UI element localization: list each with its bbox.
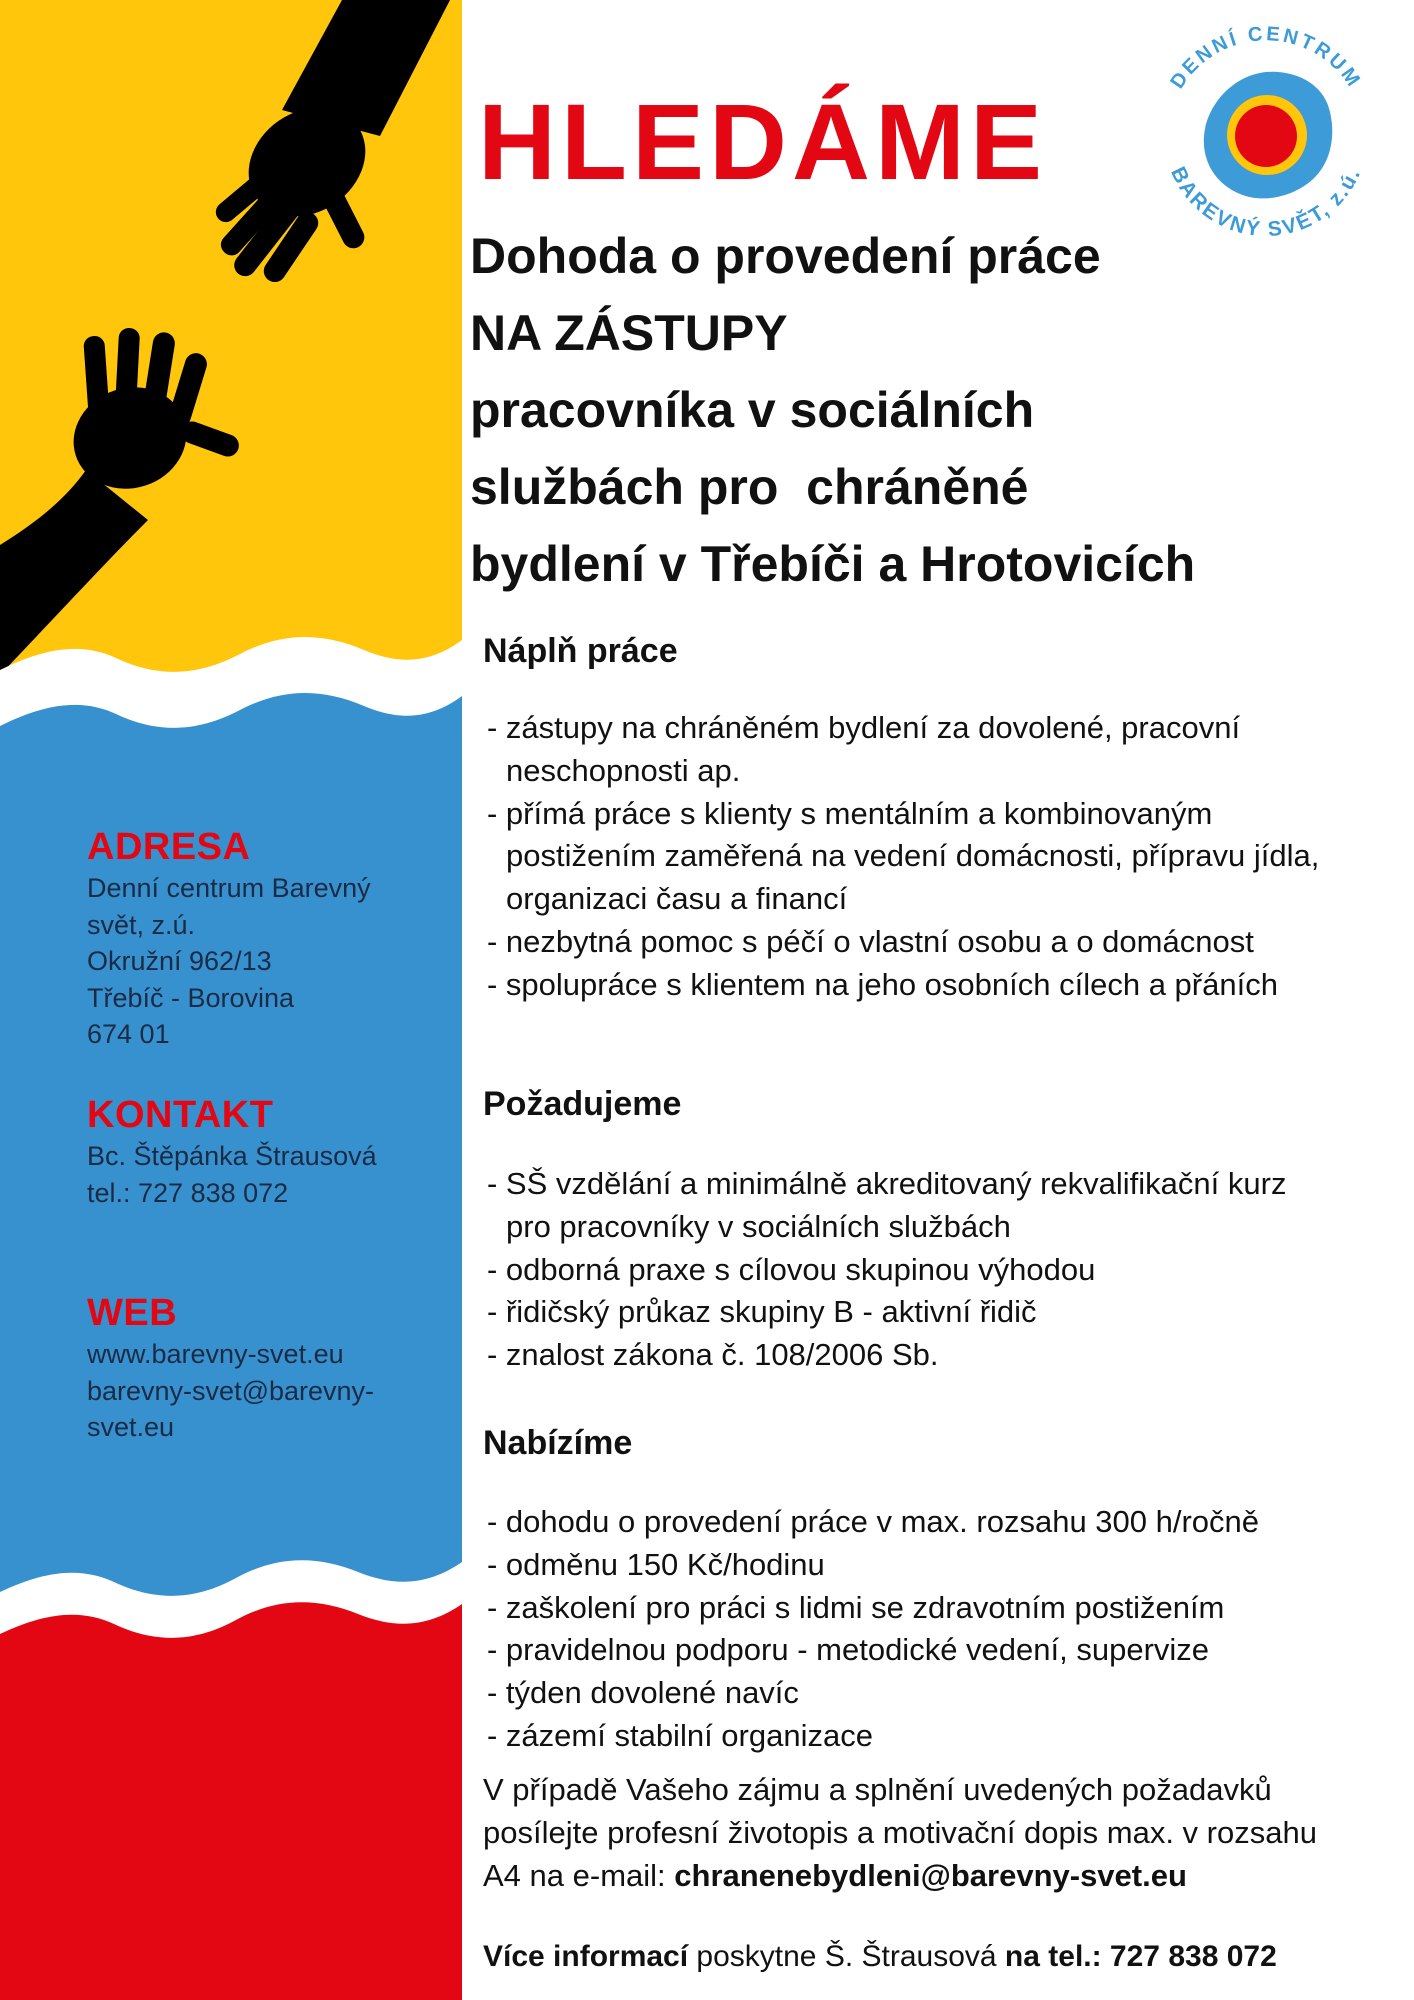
- napln-prace-list: [487, 707, 1319, 1007]
- text-line: - znalost zákona č. 108/2006 Sb.: [487, 1337, 939, 1373]
- text-line: - zázemí stabilní organizace: [487, 1717, 873, 1753]
- text-line: pracovníka v sociálních: [470, 382, 1035, 438]
- logo-arc-top-text: DENNÍ CENTRUM: [1166, 22, 1366, 93]
- closing-paragraph: [483, 1768, 1317, 1897]
- text-line: pro pracovníky v sociálních službách: [506, 1208, 1011, 1244]
- text-line: postižením zaměřená na vedení domácnosti, přípravu jídla,: [506, 838, 1320, 874]
- text-line: - zástupy na chráněném bydlení za dovolené, pracovní: [487, 710, 1241, 745]
- text-line: Okružní 962/13: [87, 946, 272, 976]
- web-lines: [87, 1336, 417, 1446]
- footer-middle: poskytne Š. Štrausová: [688, 1940, 1005, 1973]
- text-line: službách pro chráněné: [470, 459, 1029, 515]
- web-heading: WEB: [87, 1292, 178, 1334]
- adresa-lines: [87, 870, 417, 1053]
- text-line: Dohoda o provedení práce: [470, 228, 1101, 284]
- poster-title: HLEDÁME: [478, 81, 1047, 202]
- text-line: svet.eu: [87, 1412, 175, 1442]
- text-line: 674 01: [87, 1019, 170, 1049]
- text-line: Bc. Štěpánka Štrausová: [87, 1141, 377, 1171]
- text-line: barevny-svet@barevny-: [87, 1375, 375, 1406]
- text-line: - spolupráce s klientem na jeho osobních cílech a přáních: [487, 966, 1278, 1002]
- kontakt-heading: KONTAKT: [87, 1094, 274, 1136]
- nabizime-list: [487, 1501, 1259, 1758]
- web-block: [87, 1294, 417, 1446]
- adresa-heading: ADRESA: [87, 826, 251, 868]
- email-address: chranenebydleni@barevny-svet.eu: [674, 1858, 1187, 1893]
- kontakt-block: [87, 1096, 417, 1211]
- kontakt-lines: [87, 1138, 417, 1211]
- text-line: - nezbytná pomoc s péčí o vlastní osobu a o domácnost: [487, 923, 1254, 959]
- footer-phone: na tel.: 727 838 072: [1004, 1940, 1277, 1973]
- text-line: Třebíč - Borovina: [87, 982, 295, 1013]
- text-line: Denní centrum Barevný: [87, 873, 371, 903]
- text-line: bydlení v Třebíči a Hrotovicích: [470, 536, 1196, 592]
- text-line: - přímá práce s klienty s mentálním a kombinovaným: [487, 795, 1213, 831]
- text-line: - zaškolení pro práci s lidmi se zdravotním postižením: [487, 1589, 1225, 1625]
- red-panel: [0, 1602, 462, 2000]
- pozadujeme-list: [487, 1163, 1286, 1377]
- text-line: - odměnu 150 Kč/hodinu: [487, 1546, 825, 1582]
- text-line: www.barevny-svet.eu: [87, 1339, 344, 1369]
- text-line: - dohodu o provedení práce v max. rozsahu 300 h/ročně: [487, 1504, 1260, 1539]
- text-line: - odborná praxe s cílovou skupinou výhodou: [487, 1251, 1096, 1287]
- text-line: - řidičský průkaz skupiny B - aktivní řidič: [487, 1294, 1037, 1330]
- logo-red-center: [1235, 105, 1297, 167]
- text-line: - týden dovolené navíc: [487, 1675, 799, 1711]
- poster-subtitle: [470, 218, 1195, 603]
- footer-contact: [483, 1939, 1277, 1975]
- text-line: [483, 1854, 1317, 1897]
- section-heading-nabizime: Nabízíme: [483, 1424, 633, 1462]
- text-line: svět, z.ú.: [87, 909, 196, 940]
- section-heading-napln-prace: Náplň práce: [483, 632, 678, 670]
- text-line: - pravidelnou podporu - metodické vedení, supervize: [487, 1632, 1210, 1668]
- footer-bold-lead: Více informací: [483, 1940, 689, 1973]
- text-line: neschopnosti ap.: [506, 752, 741, 788]
- text-line: - SŠ vzdělání a minimálně akreditovaný rekvalifikační kurz: [487, 1166, 1287, 1201]
- text-line: NA ZÁSTUPY: [470, 305, 788, 361]
- adresa-block: [87, 828, 417, 1053]
- text-line: tel.: 727 838 072: [87, 1177, 289, 1208]
- logo-arc-bottom-text: BAREVNÝ SVĚT, z.ú.: [1166, 163, 1366, 242]
- text-line: organizaci času a financí: [506, 881, 848, 917]
- section-heading-pozadujeme: Požadujeme: [483, 1085, 682, 1123]
- text-line: posílejte profesní životopis a motivační dopis max. v rozsahu: [483, 1815, 1317, 1850]
- text-line: V případě Vašeho zájmu a splnění uvedených požadavků: [483, 1772, 1272, 1807]
- email-prefix: A4 na e-mail:: [483, 1858, 675, 1893]
